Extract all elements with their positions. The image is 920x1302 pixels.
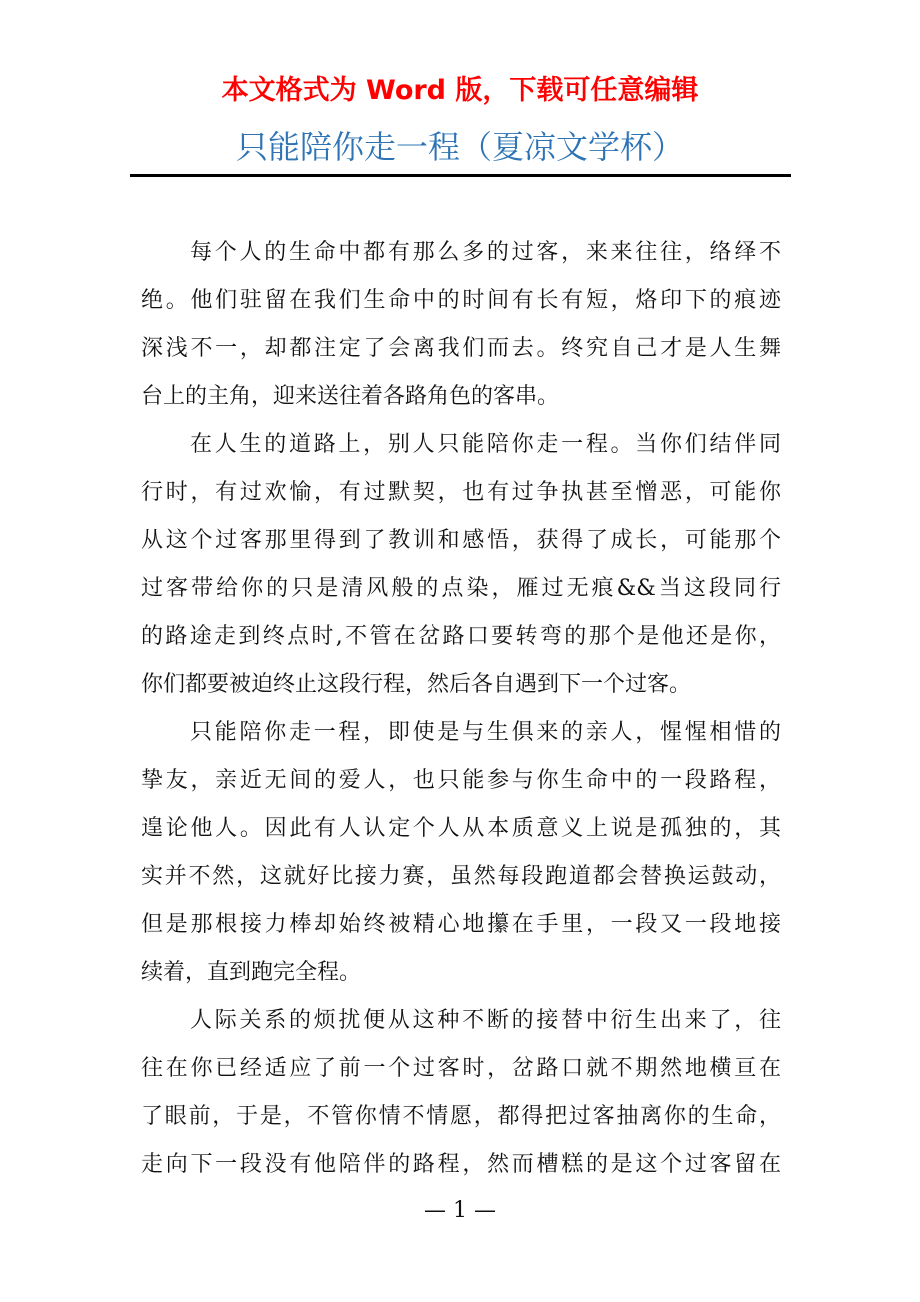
document-body	[141, 233, 781, 1193]
text-line: 续着，直到跑完全程。	[141, 960, 362, 985]
header-divider	[130, 174, 791, 177]
text-line: 每个人的生命中都有那么多的过客，来来往往，络绎不	[190, 240, 781, 265]
text-line: 往在你已经适应了前一个过客时，岔路口就不期然地横亘在	[141, 1056, 781, 1081]
paragraph	[141, 425, 781, 713]
document-title: 只能陪你走一程（夏凉文学杯）	[235, 128, 684, 166]
text-line: 走向下一段没有他陪伴的路程，然而槽糕的是这个过客留在	[141, 1152, 781, 1177]
text-line: 了眼前，于是，不管你情不情愿，都得把过客抽离你的生命，	[141, 1104, 781, 1129]
paragraph	[141, 233, 781, 425]
text-line: 过客带给你的只是清风般的点染，雁过无痕&&当这段同行	[141, 576, 781, 601]
text-line: 人际关系的烦扰便从这种不断的接替中衍生出来了，往	[190, 1008, 781, 1033]
page-number: — 1 —	[424, 1198, 496, 1223]
text-line: 从这个过客那里得到了教训和感悟，获得了成长，可能那个	[141, 528, 781, 553]
text-line: 但是那根接力棒却始终被精心地攥在手里，一段又一段地接	[141, 912, 781, 937]
paragraph	[141, 713, 781, 1001]
text-line: 你们都要被迫终止这段行程，然后各自遇到下一个过客。	[141, 672, 692, 697]
text-line: 绝。他们驻留在我们生命中的时间有长有短，烙印下的痕迹	[141, 288, 781, 313]
text-line: 遑论他人。因此有人认定个人从本质意义上说是孤独的，其	[141, 816, 781, 841]
paragraph	[141, 1001, 781, 1193]
text-line: 深浅不一，却都注定了会离我们而去。终究自己才是人生舞	[141, 336, 781, 361]
text-line: 挚友，亲近无间的爱人，也只能参与你生命中的一段路程，	[141, 768, 781, 793]
text-line: 台上的主角，迎来送往着各路角色的客串。	[141, 384, 560, 409]
text-line: 的路途走到终点时,不管在岔路口要转弯的那个是他还是你，	[141, 624, 781, 649]
format-notice: 本文格式为 Word 版，下载可任意编辑	[221, 75, 699, 106]
text-line: 行时，有过欢愉，有过默契，也有过争执甚至憎恶，可能你	[141, 480, 781, 505]
text-line: 只能陪你走一程，即使是与生俱来的亲人，惺惺相惜的	[190, 720, 781, 745]
text-line: 实并不然，这就好比接力赛，虽然每段跑道都会替换运鼓动，	[141, 864, 781, 889]
text-line: 在人生的道路上，别人只能陪你走一程。当你们结伴同	[190, 432, 781, 457]
